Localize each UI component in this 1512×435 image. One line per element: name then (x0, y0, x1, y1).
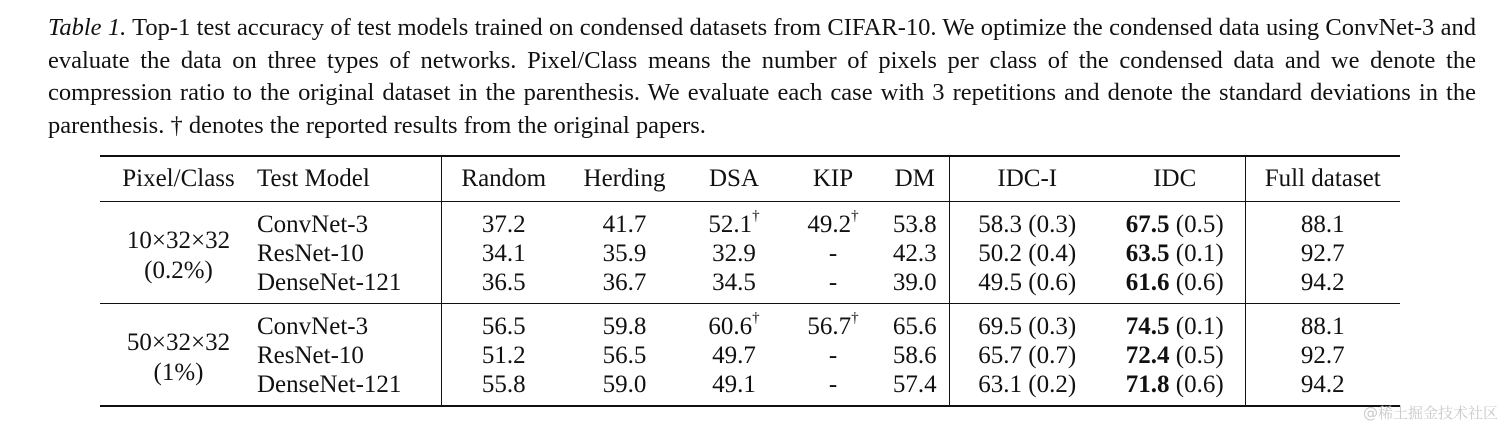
idc-best-value: 67.5 (1125, 210, 1170, 238)
dm-cell: 53.8 (892, 210, 937, 238)
pixel-class-value: 50×32×32 (126, 329, 231, 356)
full-dataset-cell: 88.1 (1245, 201, 1400, 239)
table-group-50x32x32 (100, 303, 1400, 406)
dm-cell: 42.3 (892, 239, 937, 267)
idc-best-value: 63.5 (1125, 239, 1170, 267)
kip-value: - (828, 268, 838, 296)
full-dataset-cell: 88.1 (1245, 303, 1400, 341)
random-cell: 36.5 (441, 268, 566, 304)
kip-cell (785, 303, 881, 341)
random-cell: 34.1 (441, 239, 566, 268)
idc-cell (1105, 239, 1245, 268)
results-table-container (100, 155, 1400, 407)
test-model-cell: ResNet-10 (257, 239, 364, 267)
dm-cell: 65.6 (892, 312, 937, 340)
table-row (100, 268, 1400, 304)
idc-std: (0.6) (1169, 370, 1224, 398)
idc-cell (1105, 370, 1245, 406)
header-row (100, 156, 1400, 201)
dagger-mark: † (851, 208, 859, 225)
pixel-class-cell (100, 201, 257, 303)
test-model-cell: DenseNet-121 (257, 370, 402, 398)
idc-cell (1105, 303, 1245, 341)
idc-best-value: 74.5 (1125, 312, 1170, 340)
full-dataset-cell: 92.7 (1245, 239, 1400, 268)
herding-cell: 41.7 (602, 210, 647, 238)
dm-cell: 57.4 (892, 370, 937, 398)
kip-value: 49.2 (807, 210, 852, 238)
dsa-value: 60.6 (708, 312, 753, 340)
table-row (100, 239, 1400, 268)
caption-label: Table 1. (48, 14, 127, 41)
full-dataset-cell: 94.2 (1245, 268, 1400, 304)
table-row (100, 303, 1400, 341)
random-cell: 55.8 (441, 370, 566, 406)
dsa-value: 49.1 (712, 370, 756, 398)
header-kip: KIP (812, 165, 854, 193)
test-model-cell: DenseNet-121 (257, 268, 402, 296)
kip-cell (785, 201, 881, 239)
idc-cell (1105, 268, 1245, 304)
watermark: @稀土掘金技术社区 (1362, 404, 1498, 422)
header-test-model: Test Model (257, 165, 370, 193)
pixel-class-value: 10×32×32 (126, 227, 231, 254)
full-dataset-cell: 92.7 (1245, 341, 1400, 370)
table-row (100, 370, 1400, 406)
kip-cell (785, 239, 881, 268)
test-model-cell: ConvNet-3 (257, 210, 369, 238)
idc-best-value: 71.8 (1125, 370, 1170, 398)
dsa-value: 49.7 (712, 341, 756, 369)
herding-cell: 59.0 (602, 370, 647, 398)
kip-value: - (828, 239, 838, 267)
header-idc-i: IDC-I (949, 156, 1105, 201)
kip-value: 56.7 (807, 312, 852, 340)
herding-cell: 59.8 (602, 312, 647, 340)
dm-cell: 39.0 (892, 268, 937, 296)
idc-cell (1105, 201, 1245, 239)
idc-cell (1105, 341, 1245, 370)
idc-i-cell: 69.5 (0.3) (949, 303, 1105, 341)
random-cell: 56.5 (441, 303, 566, 341)
dm-cell: 58.6 (892, 341, 937, 369)
header-herding: Herding (583, 165, 666, 193)
full-dataset-cell: 94.2 (1245, 370, 1400, 406)
header-dm: DM (894, 165, 935, 193)
dagger-mark: † (752, 310, 760, 327)
dsa-cell (683, 239, 785, 268)
idc-std: (0.1) (1169, 312, 1224, 340)
dsa-cell (683, 201, 785, 239)
table-row (100, 201, 1400, 239)
kip-cell (785, 370, 881, 406)
pixel-class-cell (100, 303, 257, 406)
herding-cell: 56.5 (602, 341, 647, 369)
idc-std: (0.5) (1169, 341, 1224, 369)
dsa-value: 32.9 (712, 239, 756, 267)
dsa-value: 34.5 (712, 268, 756, 296)
test-model-cell: ResNet-10 (257, 341, 364, 369)
dagger-mark: † (752, 208, 760, 225)
dsa-value: 52.1 (708, 210, 753, 238)
test-model-cell: ConvNet-3 (257, 312, 369, 340)
header-idc: IDC (1153, 165, 1197, 193)
random-cell: 51.2 (441, 341, 566, 370)
table-group-10x32x32 (100, 201, 1400, 303)
idc-best-value: 61.6 (1125, 268, 1170, 296)
results-table (100, 155, 1400, 407)
header-pixel-class: Pixel/Class (122, 165, 235, 193)
random-cell: 37.2 (441, 201, 566, 239)
dagger-mark: † (851, 310, 859, 327)
idc-i-cell: 63.1 (0.2) (949, 370, 1105, 406)
header-dsa: DSA (708, 165, 759, 193)
idc-std: (0.6) (1169, 268, 1224, 296)
header-full-dataset: Full dataset (1245, 156, 1400, 201)
kip-value: - (828, 370, 838, 398)
caption-text: Top-1 test accuracy of test models trained on condensed datasets from CIFAR-10. We optimize the condensed data using ConvNet-3 and evaluate the data on three types of networks. Pixel/Class means the number of pixels per class of the condensed data and we denote the compression ratio to the original dataset in the parenthesis. We evaluate each case with 3 repetitions and denote the standard deviations in the parenthesis. † denotes the reported results from the original papers. (48, 14, 1477, 139)
header-random: Random (441, 156, 566, 201)
idc-i-cell: 49.5 (0.6) (949, 268, 1105, 304)
kip-cell (785, 268, 881, 304)
idc-best-value: 72.4 (1125, 341, 1170, 369)
idc-i-cell: 58.3 (0.3) (949, 201, 1105, 239)
idc-i-cell: 65.7 (0.7) (949, 341, 1105, 370)
table-caption (48, 12, 1476, 142)
kip-value: - (828, 341, 838, 369)
compression-ratio: (1%) (153, 359, 204, 386)
idc-std: (0.5) (1169, 210, 1224, 238)
table-header (100, 156, 1400, 201)
idc-std: (0.1) (1169, 239, 1224, 267)
table-row (100, 341, 1400, 370)
herding-cell: 36.7 (602, 268, 647, 296)
dsa-cell (683, 303, 785, 341)
dsa-cell (683, 370, 785, 406)
compression-ratio: (0.2%) (144, 257, 213, 284)
dsa-cell (683, 268, 785, 304)
kip-cell (785, 341, 881, 370)
dsa-cell (683, 341, 785, 370)
herding-cell: 35.9 (602, 239, 647, 267)
idc-i-cell: 50.2 (0.4) (949, 239, 1105, 268)
